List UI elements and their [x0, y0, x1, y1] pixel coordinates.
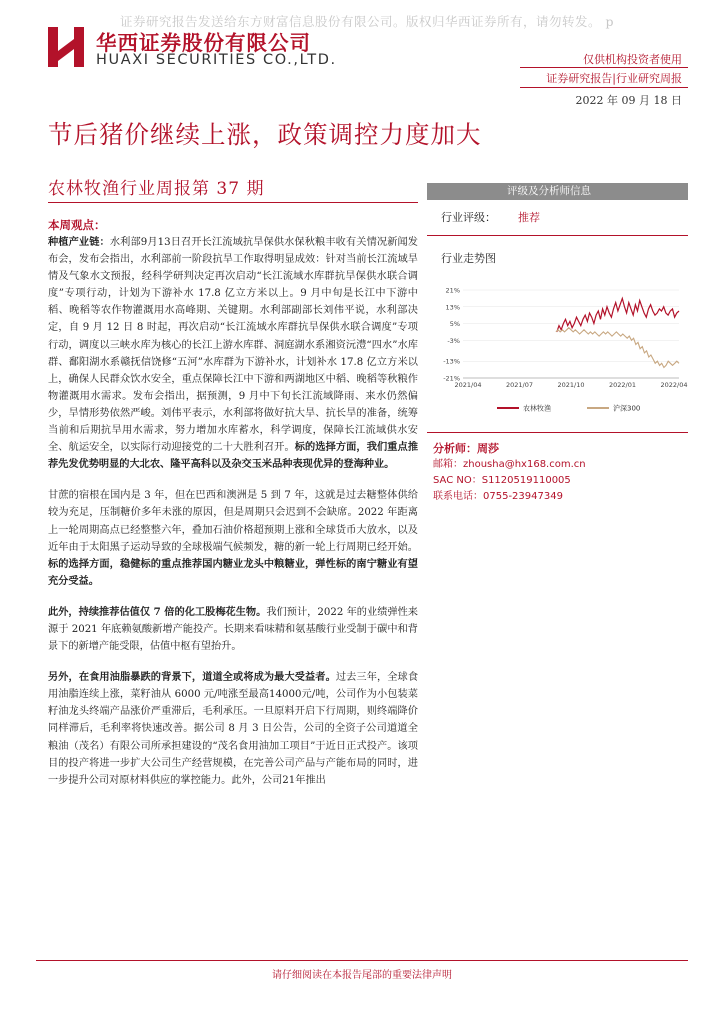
- industry-trend-chart: [427, 280, 688, 430]
- header-divider: [520, 67, 688, 68]
- paragraph-planting: [48, 234, 418, 473]
- para-text: 我们预计，2022 年的业绩弹性来源于 2021 年底赖氨酸新增产能投产。长期来看味精和氨基酸行业受制于碳中和背景下的新增产能受限，估值中枢有望抬升。: [48, 606, 418, 653]
- audience-note: 仅供机构投资者使用: [583, 53, 682, 66]
- y-tick-label: -3%: [447, 336, 460, 345]
- rating-value: 推荐: [518, 211, 540, 224]
- series-line: [557, 298, 679, 332]
- watermark: 证券研究报告发送给东方财富信息股份有限公司。版权归华西证券所有，请勿转发。 p: [120, 14, 614, 29]
- phone-value: 0755-23947349: [483, 491, 563, 502]
- para-bold: 此外，持续推荐估值仅 7 倍的化工股梅花生物。: [48, 605, 267, 618]
- y-tick-label: 13%: [445, 303, 460, 312]
- analyst-name: 分析师：周莎: [433, 442, 499, 455]
- sac-value: S1120519110005: [481, 475, 571, 486]
- analyst-phone: [433, 489, 688, 505]
- report-type: 证券研究报告|行业研究周报: [546, 72, 682, 85]
- x-tick-label: 2021/07: [505, 381, 534, 389]
- para-bold: 标的选择方面，我们重点推荐先发优势明显的大北农、隆平高科以及杂交玉米品种表现优异的登海种业。: [48, 441, 419, 471]
- para-bold: 另外，在食用油脂暴跌的背景下，道道全或将成为最大受益者。: [48, 671, 336, 684]
- series-line: [556, 328, 679, 368]
- paragraph-meihua: [48, 604, 418, 655]
- section-title: 本周观点：: [48, 218, 106, 232]
- para-text: 水利部9月13日召开长江流域抗旱保供水保秋粮丰收有关情况新闻发布会，发布会指出，水利部前一阶段抗旱工作取得明显成效：针对当前长江流域旱情及气象水文预报，经科学研判决定再次启动“长江流域水库群抗旱保供水联合调度”专项行动，计划为下游补水 17.8 亿立方米以上。9 月中旬是长江中下游中稻、晚稻等农作物灌溉用水高峰期、关键期。水利部副部长刘伟平说，水利部决定，自 9 月 12 日 8 时起，再次启动“长江流域水库群抗旱保供水联合调度”专项行动，调度以三峡水库为核心的长江上游水库群、洞庭湖水系湘资沅澧“四水”水库群、鄱阳湖水系赣抚信饶修“五河”水库群为下游补水，计划补水 17.8 亿立方米以上，确保人民群众饮水安全，重点保障长江中下游和两湖地区中稻、晚稻等秋粮作物灌溉用水需求。发布会指出，据预测，9 月中下旬长江流域降雨、来水仍然偏少，旱情形势依然严峻。刘伟平表示，水利部将做好抗大旱、抗长旱的准备，统筹当前和后期抗旱用水需求，努力增加水库蓄水，科学调度，保障长江流域供水安全、航运安全，以实际行动迎接党的二十大胜利召开。: [48, 237, 418, 454]
- para-bold: 标的选择方面，稳健标的重点推荐国内糖业龙头中粮糖业，弹性标的南宁糖业有望充分受益。: [48, 557, 418, 587]
- subtitle-divider: [48, 202, 418, 203]
- rating-panel: [427, 183, 688, 266]
- x-tick-label: 2021/04: [454, 381, 482, 389]
- legend-label: 农林牧渔: [523, 404, 551, 413]
- paragraph-sugar: [48, 487, 418, 590]
- report-subtitle: 农林牧渔行业周报第 37 期: [48, 179, 265, 199]
- email-label: 邮箱：: [433, 459, 463, 470]
- analyst-email: [433, 457, 688, 473]
- legal-disclaimer: 请仔细阅读在本报告尾部的重要法律声明: [272, 970, 452, 981]
- x-tick-label: 2022/01: [608, 381, 637, 389]
- para-lead: 种植产业链：: [48, 236, 110, 248]
- x-tick-label: 2022/04: [660, 381, 688, 389]
- y-tick-label: 21%: [445, 286, 460, 295]
- y-tick-label: -13%: [443, 357, 460, 366]
- trend-chart-title: 行业走势图: [441, 252, 496, 265]
- paragraph-daodaoquan: [48, 669, 418, 789]
- analyst-sac: [433, 473, 688, 489]
- y-tick-label: 5%: [449, 320, 460, 329]
- x-tick-label: 2021/10: [557, 381, 585, 389]
- sac-label: SAC NO：: [433, 475, 482, 486]
- para-text: 甘蔗的宿根在国内是 3 年，但在巴西和澳洲是 5 到 7 年，这就是过去糖整体供给较为充足，压制糖价多年未涨的原因，但是周期只会迟到不会缺席。2022 年距离上一轮周期高点已经整整六年，叠加石油价格超预期上涨和全球货币大放水，以及近年由于太阳黑子运动导致的全球极端气候频发，糖的新一轮上行周期已经开始。: [48, 490, 418, 553]
- main-content: [48, 216, 418, 803]
- brand-name-en: HUAXI SECURITIES CO.,LTD.: [96, 52, 337, 68]
- phone-label: 联系电话：: [433, 491, 483, 502]
- legend-label: 沪深300: [613, 404, 641, 413]
- footer-divider: [36, 960, 688, 961]
- y-tick-label: -21%: [443, 374, 460, 383]
- analyst-info: [427, 432, 688, 505]
- report-date: 2022 年 09 月 18 日: [575, 94, 682, 107]
- rating-panel-header: 评级及分析师信息: [427, 183, 688, 200]
- industry-rating: [427, 200, 688, 236]
- header-divider-2: [520, 87, 688, 88]
- para-text: 过去三年，全球食用油脂连续上涨，菜籽油从 6000 元/吨涨至最高14000元/吨，公司作为小包装菜籽油龙头终端产品涨价严重滞后，毛利承压。一旦原料开启下行周期，则终端降价同样滞后，毛利率将快速改善。据公司 8 月 3 日公告，公司的全资子公司道道全粮油（茂名）有限公司所承担建设的“茂名食用油加工项目”于近日正式投产。该项目的投产将进一步扩大公司生产经营规模，在完善公司产品与产能布局的同时，进一步提升公司对原材料供应的掌控能力。此外，公司21年推出: [48, 672, 419, 786]
- email-value[interactable]: zhousha@hx168.com.cn: [463, 459, 586, 470]
- rating-label: 行业评级：: [441, 211, 496, 224]
- brand-name-cn: 华西证券股份有限公司: [96, 31, 311, 55]
- report-title: 节后猪价继续上涨，政策调控力度加大: [48, 120, 482, 149]
- huaxi-logo-icon: [48, 25, 84, 69]
